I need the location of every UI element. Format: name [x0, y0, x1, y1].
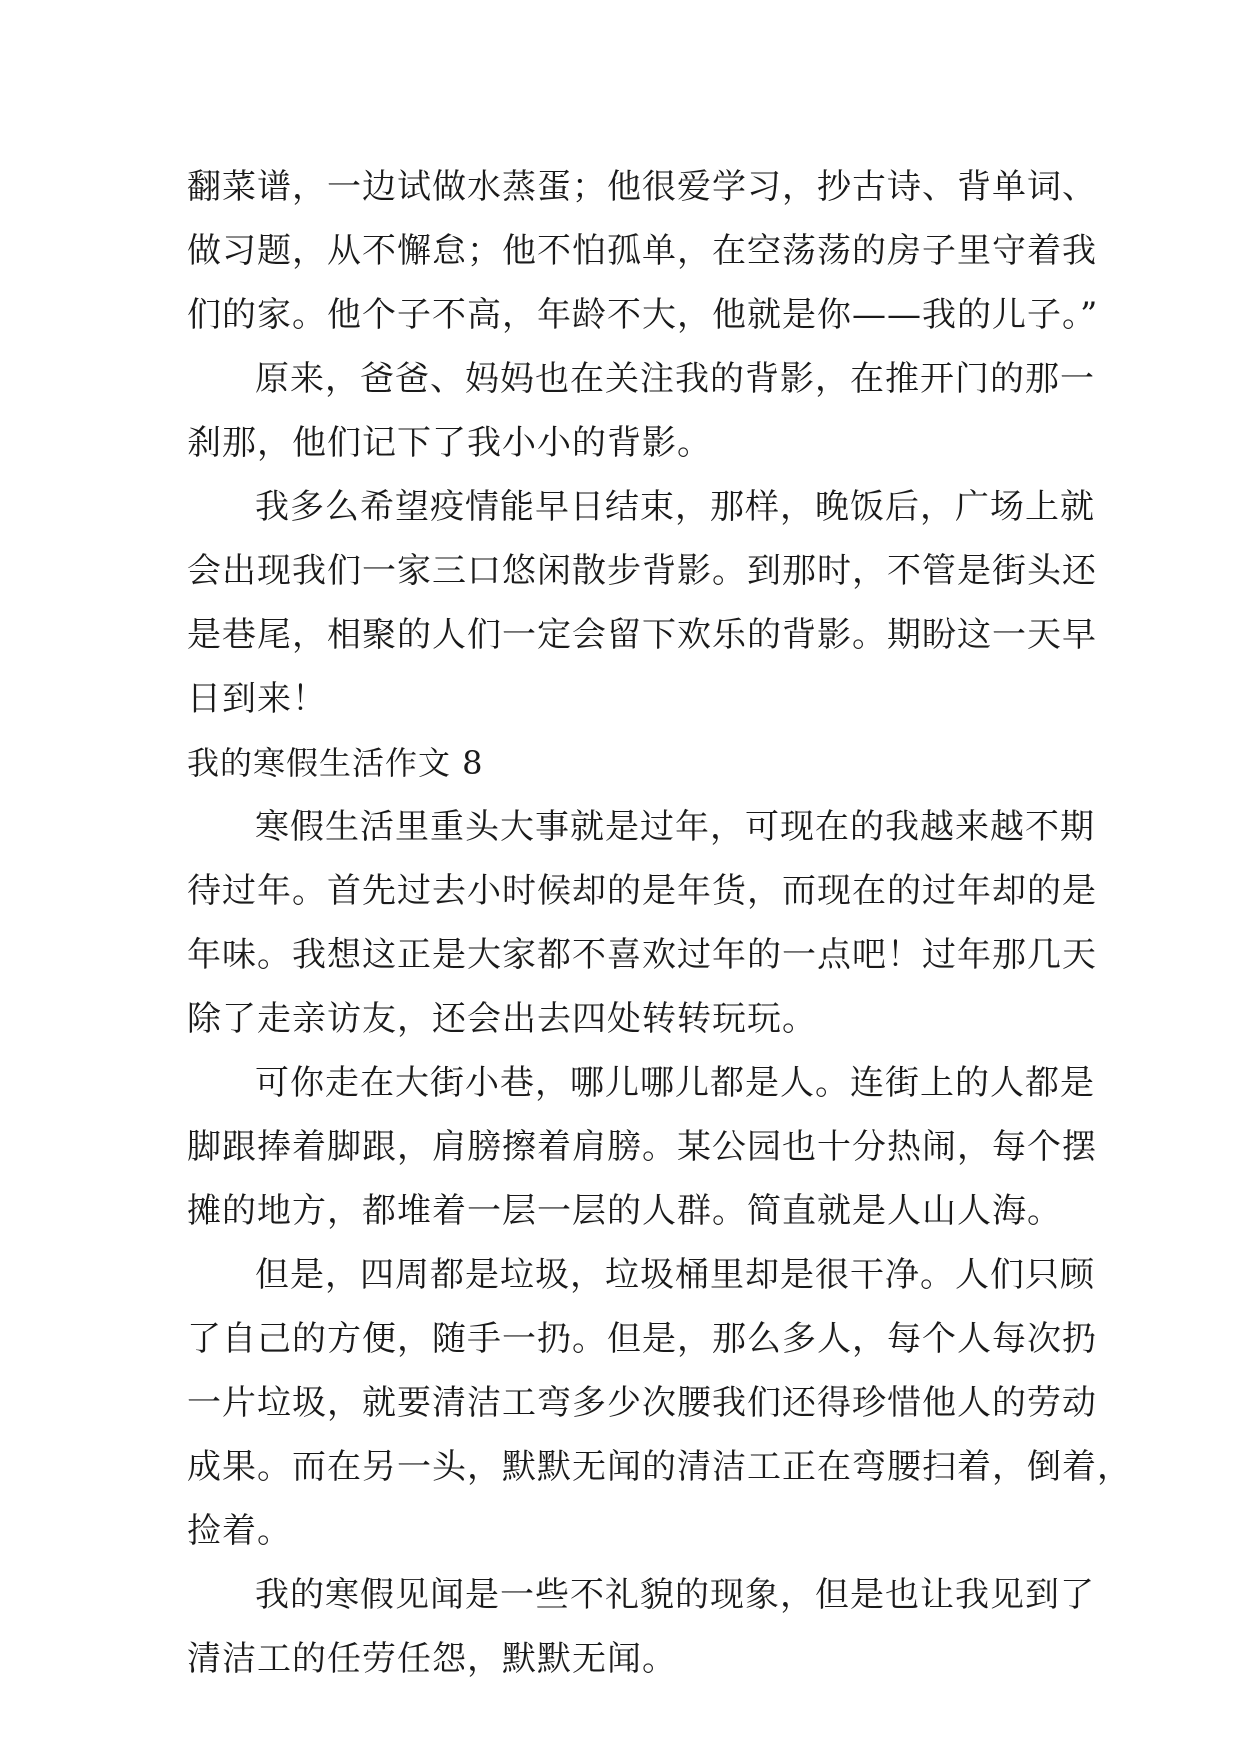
section-heading: 我的寒假生活作文 8: [187, 744, 484, 782]
text-line: 捡着。: [187, 1511, 292, 1551]
text-line: 成果。而在另一头，默默无闻的清洁工正在弯腰扫着，倒着，: [187, 1447, 1132, 1487]
text-line: 翻菜谱，一边试做水蒸蛋；他很爱学习，抄古诗、背单词、: [187, 167, 1097, 207]
text-line: 是巷尾，相聚的人们一定会留下欢乐的背影。期盼这一天早: [187, 615, 1097, 655]
text-line: 们的家。他个子不高，年龄不大，他就是你——我的儿子。”: [187, 295, 1099, 335]
paragraph-first-line: 寒假生活里重头大事就是过年，可现在的我越来越不期: [255, 807, 1095, 847]
paragraph-first-line: 但是，四周都是垃圾，垃圾桶里却是很干净。人们只顾: [255, 1255, 1095, 1295]
text-line: 会出现我们一家三口悠闲散步背影。到那时，不管是街头还: [187, 551, 1097, 591]
text-line: 做习题，从不懈怠；他不怕孤单，在空荡荡的房子里守着我: [187, 231, 1097, 271]
text-line: 一片垃圾，就要清洁工弯多少次腰我们还得珍惜他人的劳动: [187, 1383, 1097, 1423]
text-line: 了自己的方便，随手一扔。但是，那么多人，每个人每次扔: [187, 1319, 1097, 1359]
text-line: 清洁工的任劳任怨，默默无闻。: [187, 1639, 677, 1679]
text-line: 待过年。首先过去小时候却的是年货，而现在的过年却的是: [187, 871, 1097, 911]
document-page: [187, 155, 1132, 1691]
text-line: 刹那，他们记下了我小小的背影。: [187, 423, 712, 463]
text-line: 除了走亲访友，还会出去四处转转玩玩。: [187, 999, 817, 1039]
text-line: 脚跟捧着脚跟，肩膀擦着肩膀。某公园也十分热闹，每个摆: [187, 1127, 1097, 1167]
paragraph-first-line: 原来，爸爸、妈妈也在关注我的背影，在推开门的那一: [255, 359, 1095, 399]
paragraph-first-line: 可你走在大街小巷，哪儿哪儿都是人。连街上的人都是: [255, 1063, 1095, 1103]
text-line: 日到来！: [187, 679, 327, 719]
paragraph-first-line: 我多么希望疫情能早日结束，那样，晚饭后，广场上就: [255, 487, 1095, 527]
text-line: 年味。我想这正是大家都不喜欢过年的一点吧！过年那几天: [187, 935, 1097, 975]
text-line: 摊的地方，都堆着一层一层的人群。简直就是人山人海。: [187, 1191, 1062, 1231]
paragraph-first-line: 我的寒假见闻是一些不礼貌的现象，但是也让我见到了: [255, 1575, 1095, 1615]
